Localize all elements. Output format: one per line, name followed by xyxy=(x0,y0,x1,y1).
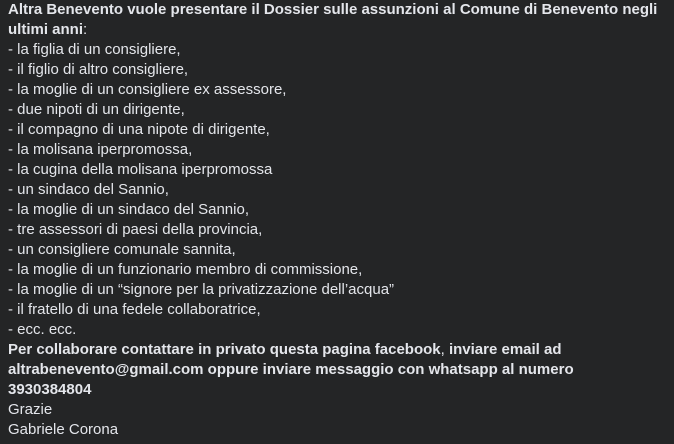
contact-text-2: oppure inviare messaggio con whatsapp al numero xyxy=(203,361,574,378)
contact-text-1: Per collaborare contattare in privato questa pagina facebook xyxy=(8,341,441,358)
list-item: - la moglie di un sindaco del Sannio, xyxy=(8,201,249,218)
post-heading-suffix: : xyxy=(83,21,88,38)
list-item: - la figlia di un consigliere, xyxy=(8,41,181,58)
list-item: - la moglie di un consigliere ex assessore, xyxy=(8,81,287,98)
signature-text: Gabriele Corona xyxy=(8,421,119,438)
dossier-list xyxy=(8,40,666,340)
list-item: - un consigliere comunale sannita, xyxy=(8,241,236,258)
list-item: - due nipoti di un dirigente, xyxy=(8,101,185,118)
post-heading-text: Altra Benevento vuole presentare il Dossier sulle assunzioni al Comune di Benevento negli ultimi anni xyxy=(8,1,658,38)
list-item: - il figlio di altro consigliere, xyxy=(8,61,189,78)
contact-line-3 xyxy=(8,380,666,400)
contact-text-1b: inviare email ad xyxy=(444,341,562,358)
thanks-text: Grazie xyxy=(8,401,53,418)
list-item: - il compagno di una nipote di dirigente, xyxy=(8,121,270,138)
contact-separator: , xyxy=(440,341,445,358)
list-item: - la molisana iperpromossa, xyxy=(8,141,193,158)
contact-line-1 xyxy=(8,340,666,360)
list-item: - ecc. ecc. xyxy=(8,321,77,338)
contact-line-2 xyxy=(8,360,666,380)
list-item: - il fratello di una fedele collaboratrice, xyxy=(8,301,261,318)
list-item: - la moglie di un “signore per la privatizzazione dell’acqua” xyxy=(8,281,395,298)
contact-email[interactable]: altrabenevento@gmail.com xyxy=(8,361,204,378)
post-heading xyxy=(8,0,666,40)
list-item: - tre assessori di paesi della provincia, xyxy=(8,221,263,238)
list-item: - un sindaco del Sannio, xyxy=(8,181,169,198)
contact-phone[interactable]: 3930384804 xyxy=(8,381,92,398)
list-item: - la cugina della molisana iperpromossa xyxy=(8,161,273,178)
list-item: - la moglie di un funzionario membro di commissione, xyxy=(8,261,363,278)
